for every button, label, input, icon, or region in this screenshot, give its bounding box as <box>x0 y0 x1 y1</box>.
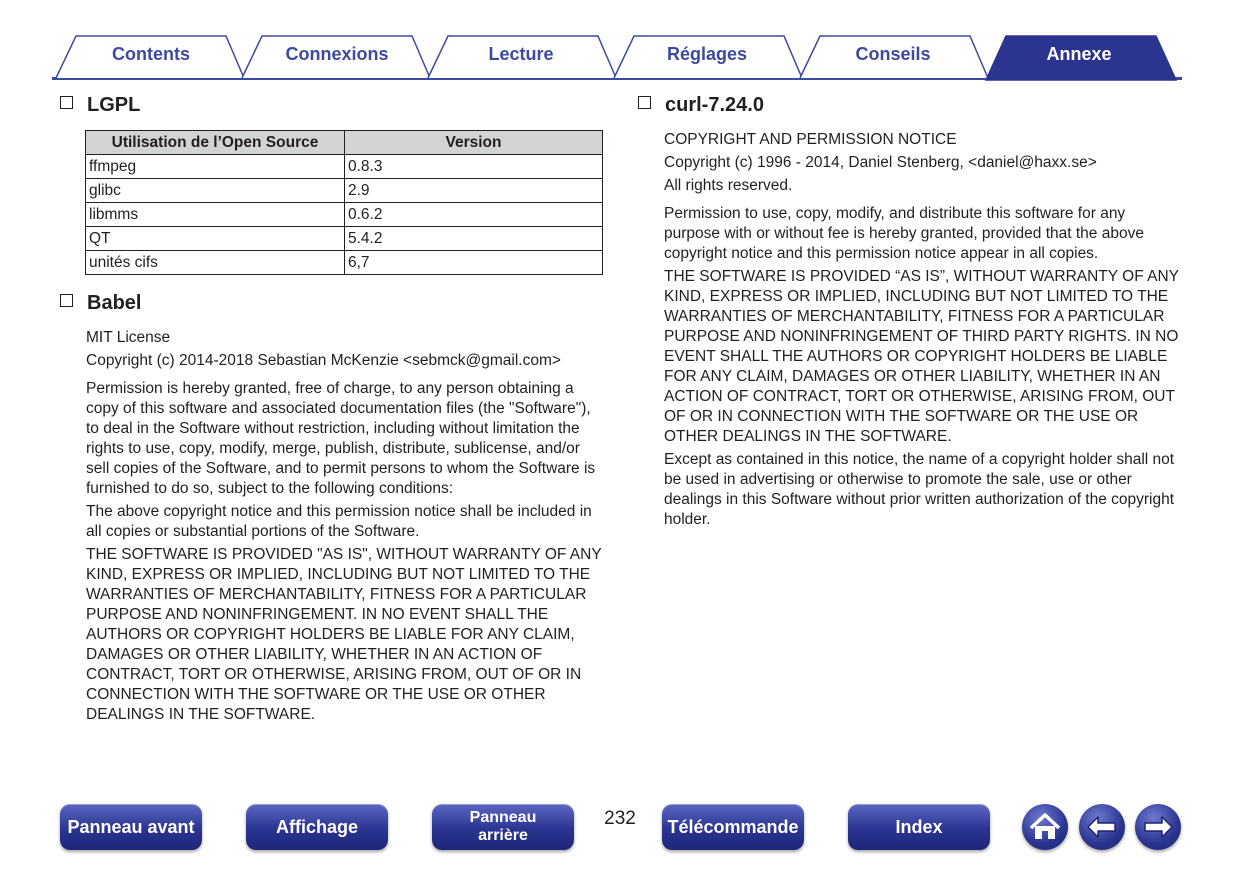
table-cell-name: ffmpeg <box>86 155 345 179</box>
curl-body <box>664 130 1182 530</box>
display-label: Affichage <box>275 816 358 837</box>
table-cell-version: 0.8.3 <box>345 155 603 179</box>
table-row <box>86 203 603 227</box>
tab-reglages[interactable]: Réglages <box>666 44 748 64</box>
curl-copyright: Copyright (c) 1996 - 2014, Daniel Stenberg, <daniel@haxx.se> <box>664 154 1097 171</box>
rear-panel-label-line1: Panneau <box>469 809 537 826</box>
babel-permission: Permission is hereby granted, free of charge, to any person obtaining a copy of this software and associated documentation files (the "Software"), to deal in the Software without restriction, including without limitation the rights to use, copy, modify, merge, publish, distribute, sublicense, and/or sell copies of the Software, and to permit persons to whom the Software is furnished to do so, subject to the following conditions: <box>86 380 596 497</box>
table-cell-version: 6,7 <box>345 251 603 275</box>
babel-heading <box>58 290 604 316</box>
table-cell-version: 5.4.2 <box>345 227 603 251</box>
table-row <box>86 179 603 203</box>
table-cell-name: glibc <box>86 179 345 203</box>
babel-license: MIT License <box>86 329 171 346</box>
checkbox-bullet-icon <box>638 96 651 109</box>
table-header-usage: Utilisation de l’Open Source <box>86 131 345 155</box>
arrow-right-icon <box>1135 804 1181 850</box>
table-cell-version: 0.6.2 <box>345 203 603 227</box>
babel-copyright: Copyright (c) 2014-2018 Sebastian McKenzie <sebmck@gmail.com> <box>86 352 561 369</box>
index-button[interactable] <box>848 804 990 850</box>
curl-heading <box>636 92 1182 118</box>
curl-permission: Permission to use, copy, modify, and distribute this software for any purpose with or without fee is hereby granted, provided that the above copyright notice and this permission notice appear in all copies. <box>664 205 1144 262</box>
front-panel-button[interactable] <box>60 804 202 850</box>
lgpl-title: LGPL <box>87 94 141 116</box>
table-header-version: Version <box>345 131 603 155</box>
tab-contents[interactable]: Contents <box>112 44 190 64</box>
table-cell-name: QT <box>86 227 345 251</box>
right-column <box>636 92 1182 533</box>
babel-title: Babel <box>87 292 142 314</box>
tab-connexions[interactable]: Connexions <box>285 44 389 64</box>
arrow-left-icon <box>1079 804 1125 850</box>
table-row <box>86 155 603 179</box>
front-panel-label: Panneau avant <box>67 816 195 837</box>
tab-annexe[interactable]: Annexe <box>1046 44 1112 64</box>
table-cell-version: 2.9 <box>345 179 603 203</box>
tab-conseils[interactable]: Conseils <box>855 44 931 64</box>
curl-title: curl-7.24.0 <box>665 94 764 116</box>
display-button[interactable] <box>246 804 388 850</box>
lgpl-table <box>85 130 603 275</box>
forward-button[interactable] <box>1135 804 1181 850</box>
curl-disclaimer: THE SOFTWARE IS PROVIDED “AS IS”, WITHOUT WARRANTY OF ANY KIND, EXPRESS OR IMPLIED, INCLUDING BUT NOT LIMITED TO THE WARRANTIES OF MERCHANTABILITY, FITNESS FOR A PARTICULAR PURPOSE AND NONINFRINGEMENT OF THIRD PARTY RIGHTS. IN NO EVENT SHALL THE AUTHORS OR COPYRIGHT HOLDERS BE LIABLE FOR ANY CLAIM, DAMAGES OR OTHER LIABILITY, WHETHER IN AN ACTION OF CONTRACT, TORT OR OTHERWISE, ARISING FROM, OUT OF OR IN CONNECTION WITH THE SOFTWARE OR THE USE OR OTHER DEALINGS IN THE SOFTWARE. <box>664 268 1179 445</box>
checkbox-bullet-icon <box>60 96 73 109</box>
tab-lecture[interactable]: Lecture <box>488 44 554 64</box>
table-cell-name: libmms <box>86 203 345 227</box>
checkbox-bullet-icon <box>60 294 73 307</box>
left-column <box>58 92 604 728</box>
tab-bar <box>0 0 1241 82</box>
babel-disclaimer: THE SOFTWARE IS PROVIDED "AS IS", WITHOUT WARRANTY OF ANY KIND, EXPRESS OR IMPLIED, INCLUDING BUT NOT LIMITED TO THE WARRANTIES OF MERCHANTABILITY, FITNESS FOR A PARTICULAR PURPOSE AND NONINFRINGEMENT. IN NO EVENT SHALL THE AUTHORS OR COPYRIGHT HOLDERS BE LIABLE FOR ANY CLAIM, DAMAGES OR OTHER LIABILITY, WHETHER IN AN ACTION OF CONTRACT, TORT OR OTHERWISE, ARISING FROM, OUT OF OR IN CONNECTION WITH THE SOFTWARE OR THE USE OR OTHER DEALINGS IN THE SOFTWARE. <box>86 546 602 723</box>
table-row <box>86 227 603 251</box>
curl-except: Except as contained in this notice, the name of a copyright holder shall not be used in advertising or otherwise to promote the sale, use or other dealings in this Software without prior written authorization of the copyright holder. <box>664 451 1175 528</box>
curl-notice-heading: COPYRIGHT AND PERMISSION NOTICE <box>664 131 957 148</box>
remote-button[interactable] <box>662 804 804 850</box>
remote-label: Télécommande <box>667 816 799 837</box>
back-button[interactable] <box>1079 804 1125 850</box>
curl-rights: All rights reserved. <box>664 177 793 194</box>
tab-bar-shapes <box>0 0 1241 82</box>
index-label: Index <box>895 816 943 837</box>
home-button[interactable] <box>1022 804 1068 850</box>
babel-body <box>86 328 604 725</box>
page-number: 232 <box>604 808 636 829</box>
home-icon <box>1022 804 1068 850</box>
table-row <box>86 251 603 275</box>
rear-panel-label-line2: arrière <box>478 827 528 844</box>
lgpl-heading <box>58 92 604 118</box>
table-cell-name: unités cifs <box>86 251 345 275</box>
babel-notice: The above copyright notice and this permission notice shall be included in all copies or substantial portions of the Software. <box>86 503 592 540</box>
rear-panel-button[interactable] <box>432 804 574 850</box>
